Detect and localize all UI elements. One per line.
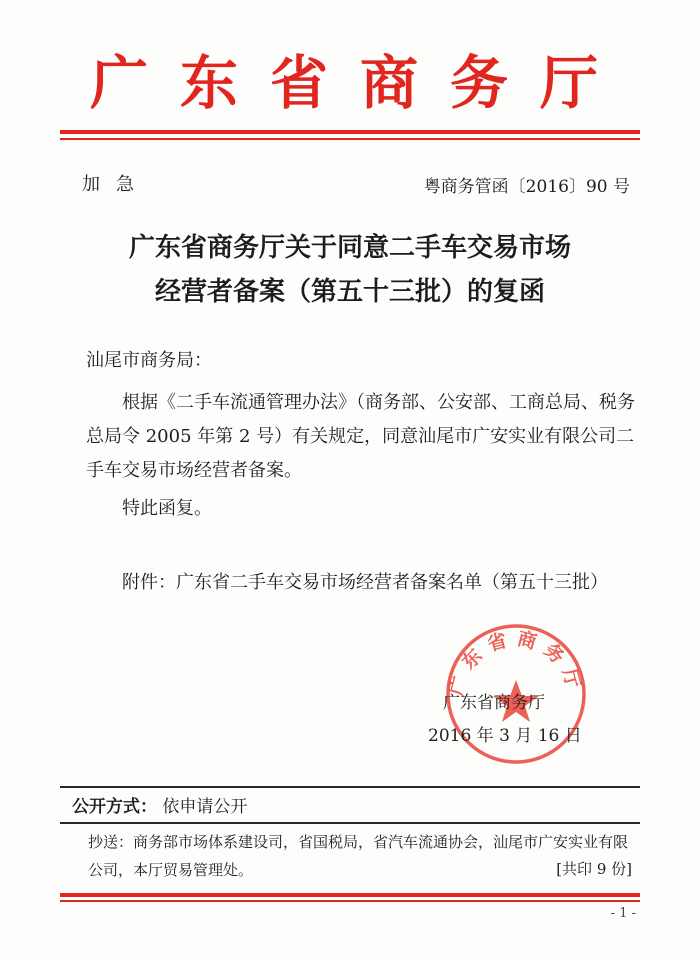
disclosure-value: 依申请公开	[162, 797, 248, 817]
footer-rule-red-thin	[60, 900, 640, 902]
closing-remark: 特此函复。	[122, 498, 212, 519]
attachment-line: 附件：广东省二手车交易市场经营者备案名单（第五十三批）	[122, 572, 608, 593]
letterhead-rule-thick	[60, 130, 640, 134]
document-title-line-1: 广东省商务厅关于同意二手车交易市场	[128, 233, 571, 263]
disclosure-label: 公开方式：	[72, 797, 157, 817]
addressee: 汕尾市商务局：	[86, 350, 212, 371]
copies-count: [共印 9 份]	[556, 860, 632, 878]
disclosure-method	[72, 792, 247, 817]
signer-name: 广东省商务厅	[443, 693, 545, 713]
signature-date: 2016 年 3 月 16 日	[428, 726, 582, 746]
page-number: - 1 -	[610, 906, 636, 921]
footer-rule-red-thick	[60, 893, 640, 897]
svg-text:广东省商务厅: 广东省商务厅	[445, 627, 587, 699]
footer-rule-top	[60, 786, 640, 788]
cc-recipients: 商务部市场体系建设司，省国税局，省汽车流通协会，汕尾市广安实业有限公司，本厅贸易管理处。	[88, 833, 629, 879]
document-title	[0, 226, 700, 314]
urgency-label: 加急	[82, 174, 150, 195]
document-title-line-2: 经营者备案（第五十三批）的复函	[154, 277, 545, 307]
footer-rule-middle	[60, 822, 640, 824]
cc-label: 抄送：	[88, 833, 134, 851]
letterhead-rule-thin	[60, 138, 640, 140]
cc-block	[88, 828, 634, 884]
letterhead-title: 广东省商务厅	[89, 49, 630, 117]
body-paragraph: 根据《二手车流通管理办法》（商务部、公安部、工商总局、税务总局令 2005 年第 2 号）有关规定，同意汕尾市广安实业有限公司二手车交易市场经营者备案。	[86, 392, 635, 481]
document-number: 粤商务管函〔2016〕90 号	[423, 177, 630, 197]
